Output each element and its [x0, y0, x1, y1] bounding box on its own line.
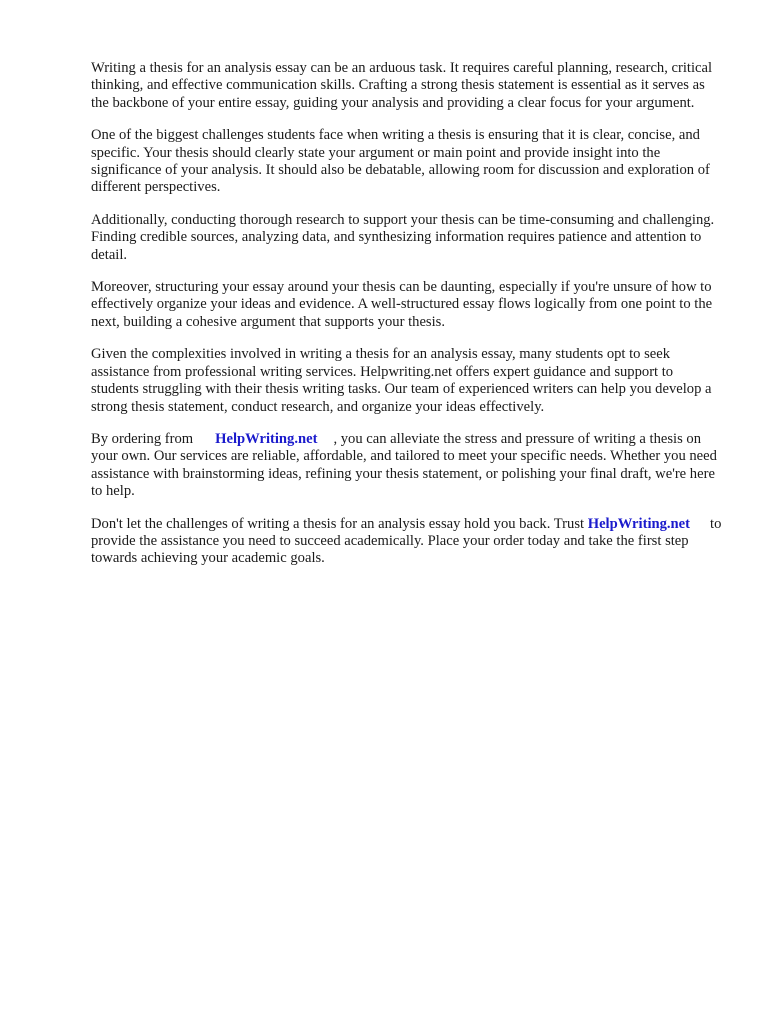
paragraph-5: Given the complexities involved in writing a thesis for an analysis essay, many students opt to seek assistance from professional writing services. Helpwriting.net offers expert guidance and support to students struggling with their thesis writing tasks. Our team of experienced writers can help you develop a strong thesis statement, conduct research, and organize your ideas effectively. [91, 346, 712, 415]
paragraph-7 [91, 516, 723, 568]
paragraph-6 [91, 431, 723, 501]
paragraph-2: One of the biggest challenges students face when writing a thesis is ensuring that it is clear, concise, and specific. Your thesis should clearly state your argument or main point and provide insight into the significance of your analysis. It should also be debatable, allowing room for discussion and exploration of different perspectives. [91, 127, 710, 196]
paragraph-7-lead-text: Don't let the challenges of writing a thesis for an analysis essay hold you back. Trust [91, 515, 585, 532]
document-body [91, 60, 723, 583]
paragraph-4: Moreover, structuring your essay around your thesis can be daunting, especially if you're unsure of how to effectively organize your ideas and evidence. A well-structured essay flows logically from one point to the next, building a cohesive argument that supports your thesis. [91, 279, 713, 330]
paragraph-6-lead-text: By ordering from [91, 430, 194, 447]
helpwriting-link-2[interactable]: HelpWriting.net [587, 515, 691, 532]
paragraph-3: Additionally, conducting thorough research to support your thesis can be time-consuming and challenging. Finding credible sources, analyzing data, and synthesizing information requires patience and attention to detail. [91, 211, 715, 263]
paragraph-7-trail-text: to provide the assistance you need to succeed academically. Place your order today and take the first step towards achieving your academic goals. [91, 515, 722, 567]
helpwriting-link[interactable]: HelpWriting.net [215, 430, 318, 447]
paragraph-1: Writing a thesis for an analysis essay can be an arduous task. It requires careful planning, research, critical thinking, and effective communication skills. Crafting a strong thesis statement is essential as it serves as the backbone of your entire essay, guiding your analysis and providing a clear focus for your argument. [91, 60, 713, 111]
paragraph-6-trail-text: , you can alleviate the stress and pressure of writing a thesis on your own. Our services are reliable, affordable, and tailored to meet your specific needs. Whether you need assistance with brainstorming ideas, refining your thesis statement, or polishing your final draft, we're here to help. [91, 430, 717, 500]
